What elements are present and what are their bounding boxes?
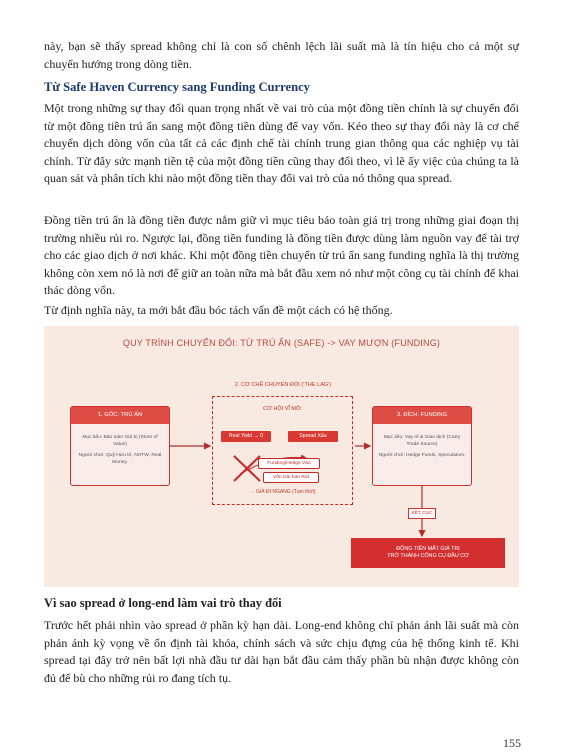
lag-mechanism-box <box>212 396 353 505</box>
paragraph-3: Từ định nghĩa này, ta mới bắt đầu bóc tách vấn đề một cách có hệ thống. <box>44 303 393 317</box>
result-line-1: ĐỒNG TIỀN MẤT GIÁ TRỊ <box>396 546 460 552</box>
funding-hedge-tag: Funding/Hedge Vào <box>258 458 320 469</box>
intro-paragraph: này, bạn sẽ thấy spread không chỉ là con số chênh lệch lãi suất mà là tín hiệu cho cả một sự chuyển hướng trong dòng tiền. <box>44 39 519 71</box>
destination-players: Người chơi: Hedge Funds, Speculators. <box>378 453 466 458</box>
capital-out-tag: Vốn Dài hạn Rút <box>263 472 319 483</box>
mechanism-label: CƠ HỘI VĨ MÔ: <box>263 406 302 412</box>
result-label: KẾT CỤC <box>408 508 436 519</box>
diagram-title: QUY TRÌNH CHUYỂN ĐỔI: TỪ TRÚ ẨN (SAFE) -> VAY MƯỢN (FUNDING) <box>122 338 441 348</box>
destination-box <box>372 406 472 486</box>
source-goal: Mục tiêu: Bảo toàn Giá trị (Store of Value) <box>82 435 158 447</box>
source-box <box>70 406 170 486</box>
conversion-diagram <box>44 326 519 587</box>
section-heading: Từ Safe Haven Currency sang Funding Currency <box>44 80 310 94</box>
destination-goal: Mục tiêu: Vay rẻ & Giao dịch (Carry Trade Source) <box>383 435 461 447</box>
price-note: → GIÁ ĐI NGANG (Tạm thời) <box>249 489 316 495</box>
paragraph-2: Đồng tiền trú ẩn là đồng tiền được nắm giữ vì mục tiêu bảo toàn giá trị trong những giai đoạn thị trường nhiều rủi ro. Ngược lại, đồng tiền funding là đồng tiền được dùng làm nguồn vay để tài trợ cho các giao dịch ở nơi khác. Khi một đồng tiền chuyển từ trú ẩn sang funding nghĩa là thị trường không còn xem nó là nơi để giữ an toàn nữa mà bắt đầu xem nó như một công cụ tài chính để khai thác dòng vốn. <box>44 213 519 298</box>
spread-box: Spread Xấu <box>288 431 338 442</box>
source-players: Người chơi: Quỹ Hưu trí, NHTW, Real Money. <box>78 453 162 465</box>
destination-header: 3. ĐÍCH: FUNDING <box>373 407 471 424</box>
lag-title: 2. CƠ CHẾ CHUYỂN ĐỔI ('THE LAG') <box>234 382 332 388</box>
source-header: 1. GỐC: TRÚ ẨN <box>71 407 169 424</box>
subheading: Vì sao spread ở long-end làm vai trò thay đổi <box>44 596 282 610</box>
result-line-2: TRỞ THÀNH CÔNG CỤ ĐẦU CƠ <box>387 553 469 559</box>
page-number: 155 <box>503 736 521 750</box>
result-box <box>351 538 505 568</box>
paragraph-4: Trước hết phải nhìn vào spread ở phần kỳ hạn dài. Long-end không chỉ phản ánh lãi suất mà còn phản ánh kỳ vọng về ổn định tài khóa, chính sách và sức chịu đựng của hệ thống kinh tế. Khi spread tại đây trở nên bất lợi nhà đầu tư dài hạn bắt đầu cảm thấy phần bù nhận được không còn đủ để bù cho những rủi ro đang tích tụ. <box>44 618 519 685</box>
paragraph-1: Một trong những sự thay đổi quan trọng nhất về vai trò của một đồng tiền chính là sự chuyển đổi từ một đồng tiền trú ẩn sang một đồng tiền dùng để vay vốn. Kéo theo sự thay đổi này là cơ chế chuyển dịch dòng vốn của tất cả các định chế tài chính trung gian thông qua các nghiệp vụ tài chính. Từ đây sức mạnh tiền tệ của một đồng tiền cũng thay đổi theo, vì lẽ ấy việc của chúng ta là quan sát và phân tích khi nào một đồng tiền thay đổi vai trò của nó thông qua spread. <box>44 101 519 186</box>
real-yield-box: Real Yield → 0 <box>221 431 271 442</box>
